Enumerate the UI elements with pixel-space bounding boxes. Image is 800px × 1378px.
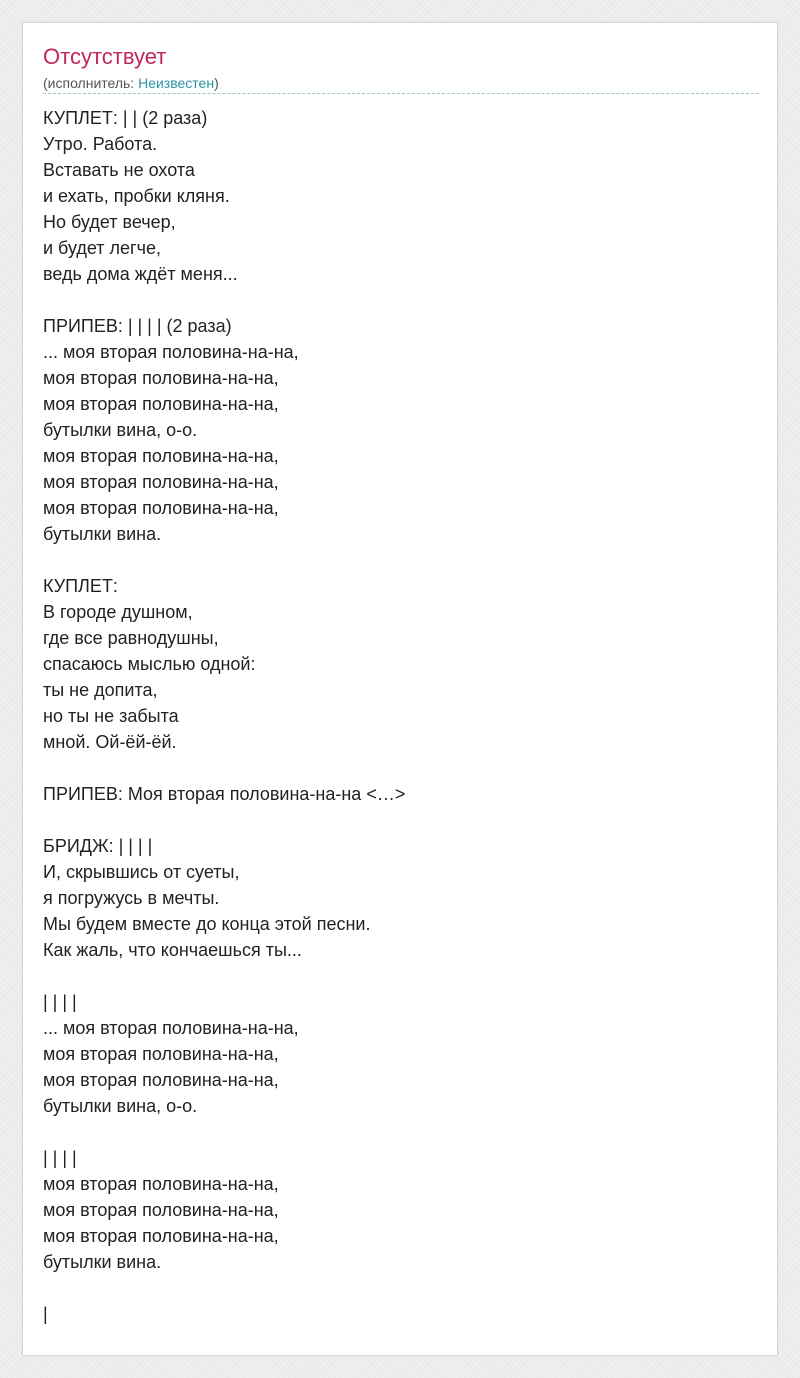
lyric-line [43, 755, 759, 781]
lyric-line: бутылки вина, о-о. [43, 420, 198, 440]
lyrics-card [22, 22, 778, 1356]
lyric-line: В городе душном, [43, 602, 193, 622]
lyric-line: ты не допита, [43, 680, 158, 700]
lyric-line: | [43, 1304, 48, 1324]
lyric-line: моя вторая половина-на-на, [43, 1174, 279, 1194]
lyric-line: где все равнодушны, [43, 628, 219, 648]
lyric-line: | | | | [43, 992, 77, 1012]
lyric-line: моя вторая половина-на-на, [43, 368, 279, 388]
lyric-line: моя вторая половина-на-на, [43, 1070, 279, 1090]
lyric-line: спасаюсь мыслью одной: [43, 654, 256, 674]
lyric-line: Но будет вечер, [43, 212, 176, 232]
lyric-line: КУПЛЕТ: [43, 576, 118, 596]
lyric-line: моя вторая половина-на-на, [43, 472, 279, 492]
lyric-line: Вставать не охота [43, 160, 195, 180]
lyrics-body [43, 105, 759, 1327]
lyric-line: моя вторая половина-на-на, [43, 1200, 279, 1220]
lyric-line: я погружусь в мечты. [43, 888, 220, 908]
song-title: Отсутствует [43, 44, 167, 69]
lyric-line [43, 963, 759, 989]
lyric-line: и будет легче, [43, 238, 162, 258]
lyric-line: мной. Ой-ёй-ёй. [43, 732, 177, 752]
lyric-line: моя вторая половина-на-на, [43, 394, 279, 414]
lyric-line: БРИДЖ: | | | | [43, 836, 153, 856]
lyric-line: ПРИПЕВ: Моя вторая половина-на-на <…> [43, 784, 406, 804]
lyric-line [43, 807, 759, 833]
lyric-line: КУПЛЕТ: | | (2 раза) [43, 108, 208, 128]
lyric-line: моя вторая половина-на-на, [43, 1226, 279, 1246]
lyric-line: и ехать, пробки кляня. [43, 186, 230, 206]
artist-line [43, 74, 219, 92]
lyric-line [43, 1119, 759, 1145]
artist-link[interactable]: Неизвестен [138, 75, 215, 91]
lyric-line: ... моя вторая половина-на-на, [43, 1018, 299, 1038]
lyric-line: ПРИПЕВ: | | | | (2 раза) [43, 316, 232, 336]
lyric-line [43, 547, 759, 573]
lyric-line: | | | | [43, 1148, 77, 1168]
lyric-line: ... моя вторая половина-на-на, [43, 342, 299, 362]
lyric-line: Как жаль, что кончаешься ты... [43, 940, 302, 960]
lyric-line: ведь дома ждёт меня... [43, 264, 238, 284]
lyric-line: бутылки вина. [43, 1252, 162, 1272]
lyric-line: бутылки вина, о-о. [43, 1096, 198, 1116]
artist-prefix: (исполнитель: [43, 75, 139, 91]
lyric-line: бутылки вина. [43, 524, 162, 544]
lyric-line: моя вторая половина-на-на, [43, 446, 279, 466]
lyric-line: Мы будем вместе до конца этой песни. [43, 914, 371, 934]
lyric-line: И, скрывшись от суеты, [43, 862, 240, 882]
lyric-line: моя вторая половина-на-на, [43, 1044, 279, 1064]
artist-suffix: ) [214, 75, 219, 91]
lyric-line [43, 1275, 759, 1301]
lyric-line: моя вторая половина-на-на, [43, 498, 279, 518]
lyric-line: Утро. Работа. [43, 134, 158, 154]
lyric-line: но ты не забыта [43, 706, 179, 726]
lyric-line [43, 287, 759, 313]
title-divider [43, 93, 759, 94]
